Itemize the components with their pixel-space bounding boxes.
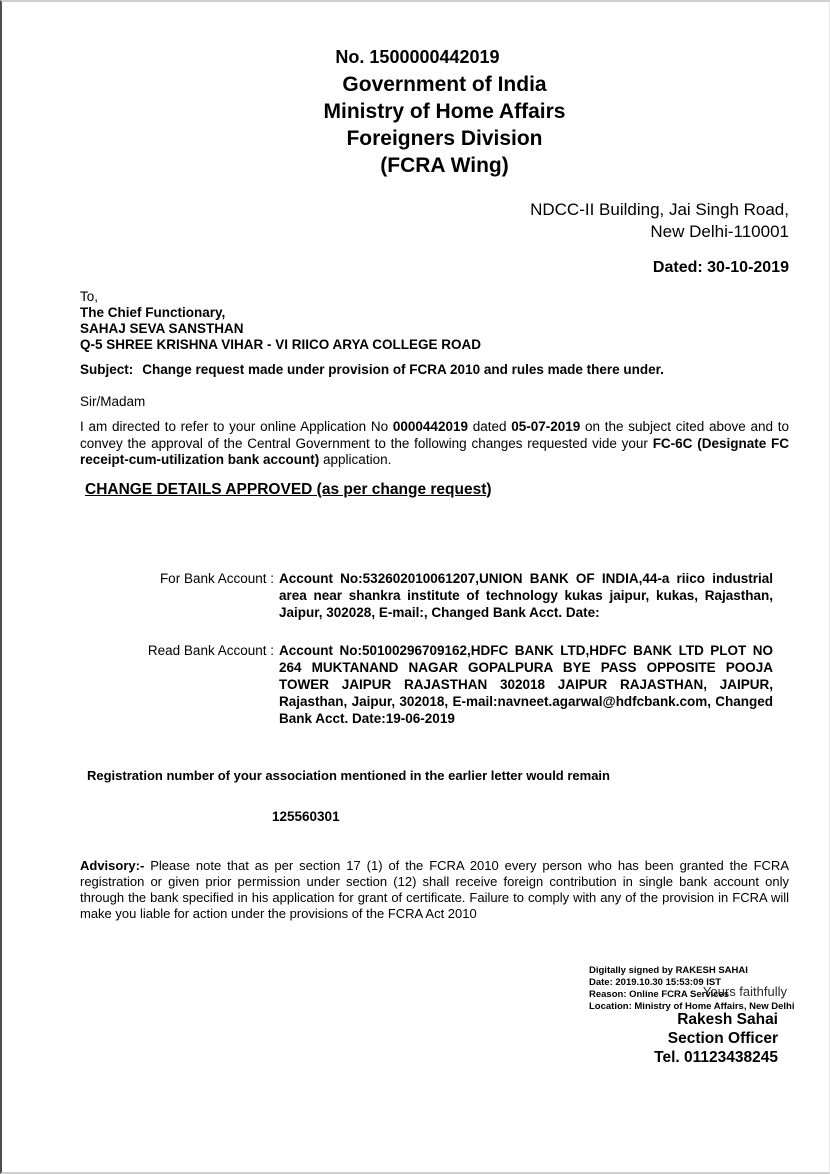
letterhead [90, 71, 799, 179]
digital-stamp-signed-by: Digitally signed by RAKESH SAHAI [589, 965, 748, 976]
advisory-label: Advisory:- [80, 857, 145, 873]
reference-number: No. 1500000442019 [335, 47, 500, 67]
subject-text: Change request made under provision of FCRA 2010 and rules made there under. [142, 362, 664, 377]
valediction: Yours faithfully [702, 984, 787, 999]
office-address-line-2: New Delhi-110001 [650, 222, 789, 241]
application-number: 0000442019 [392, 419, 468, 434]
recipient-organisation: SAHAJ SEVA SANSTHAN [80, 321, 244, 336]
advisory-text: Please note that as per section 17 (1) of the FCRA 2010 every person who has been granted the FCRA registration or given prior permission under section (12) shall receive foreign contribution in single bank account only through the bank specified in his application for grant of certificate. Failure to comply with any of the provision in FCRA will make you liable for action under the provisions of the FCRA Act 2010 [80, 857, 789, 922]
office-address-line-1: NDCC-II Building, Jai Singh Road, [530, 200, 789, 219]
advisory-paragraph [80, 858, 789, 923]
letterhead-line-wing: (FCRA Wing) [380, 154, 509, 177]
read-bank-account-label: Read Bank Account : [147, 642, 274, 658]
intro-paragraph [80, 419, 789, 469]
read-bank-account-row [80, 642, 789, 727]
letterhead-line-division: Foreigners Division [346, 127, 543, 150]
signature-area [459, 960, 795, 1080]
signatory-telephone: Tel. 01123438245 [654, 1049, 778, 1066]
letterhead-line-ministry: Ministry of Home Affairs [323, 100, 566, 123]
greeting: Sir/Madam [80, 394, 146, 409]
signatory-name: Rakesh Sahai [677, 1011, 778, 1028]
recipient-designation: The Chief Functionary, [80, 305, 226, 320]
intro-text-mid1: dated [467, 419, 512, 434]
recipient-address: Q-5 SHREE KRISHNA VIHAR - VI RIICO ARYA COLLEGE ROAD [80, 337, 482, 352]
recipient-block [80, 289, 789, 353]
office-address [80, 199, 789, 243]
subject-label: Subject: [80, 362, 134, 377]
signatory-block [654, 1010, 778, 1067]
digital-signature-stamp [589, 965, 799, 1013]
for-bank-account-label: For Bank Account : [159, 570, 274, 586]
digital-stamp-reason: Reason: Online FCRA Services [589, 989, 730, 1000]
registration-note: Registration number of your association mentioned in the earlier letter would remain [87, 767, 610, 783]
digital-stamp-date: Date: 2019.10.30 15:53:09 IST [589, 977, 722, 988]
letter-date: Dated: 30-10-2019 [652, 259, 789, 276]
subject-line [80, 362, 789, 378]
letterhead-line-government: Government of India [342, 73, 547, 96]
section-heading: CHANGE DETAILS APPROVED (as per change request) [85, 480, 492, 498]
form-name: FC-6C (Designate FC receipt-cum-utilization bank account) [80, 435, 789, 467]
intro-text-post: application. [319, 452, 392, 467]
for-bank-account-row [80, 570, 789, 621]
digital-stamp-location: Location: Ministry of Home Affairs, New Delhi [589, 1001, 795, 1012]
for-bank-account-value: Account No:532602010061207,UNION BANK OF INDIA,44-a riico industrial area near shankra institute of technology kukas jaipur, kukas, Rajasthan, Jaipur, 302028, E-mail:, Changed Bank Acct. Date: [279, 570, 773, 620]
letter-content [2, 2, 829, 923]
read-bank-account-value: Account No:50100296709162,HDFC BANK LTD,HDFC BANK LTD PLOT NO 264 MUKTANAND NAGAR GOPALPURA BYE PASS OPPOSITE POOJA TOWER JAIPUR RAJASTHAN 302018 JAIPUR RAJASTHAN, JAIPUR, Rajasthan, Jaipur, 302018, E-mail:navneet.agarwal@hdfcbank.com, Changed Bank Acct. Date:19-06-2019 [279, 642, 773, 726]
recipient-salutation: To, [80, 289, 99, 304]
intro-text-mid2: on the subject cited above and to convey the approval of the Central Government to the following changes requested vide your [80, 419, 789, 451]
application-date: 05-07-2019 [511, 419, 581, 434]
registration-number: 125560301 [272, 808, 340, 824]
signatory-designation: Section Officer [667, 1030, 778, 1047]
intro-text-pre: I am directed to refer to your online Application No [80, 419, 393, 434]
